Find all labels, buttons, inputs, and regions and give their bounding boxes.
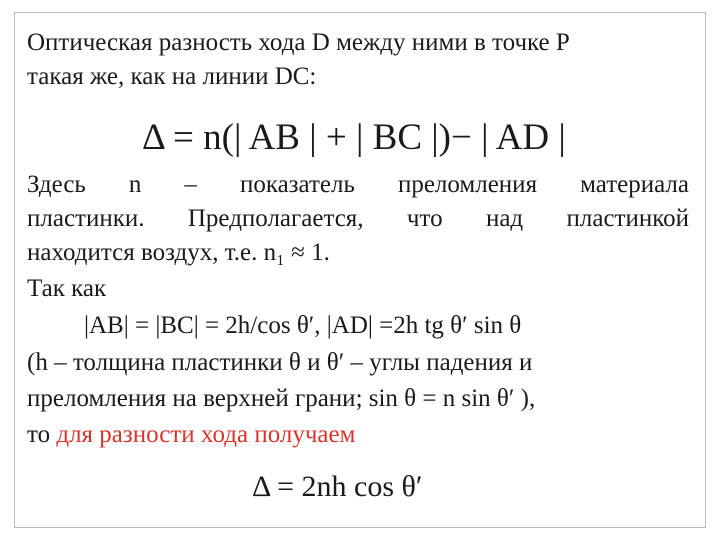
explanation-line-2: преломления на верхней грани; sin θ = n sin θ′ ), (27, 385, 536, 412)
path-difference-formula: Δ = n(| AB | + | BC |)− | AD | (142, 117, 566, 158)
geometry-relation: |AB| = |BC| = 2h/cos θ′, |AD| =2h tg θ′ sin θ (84, 312, 522, 339)
intro-line-2: такая же, как на линии DC: (27, 63, 317, 90)
highlighted-phrase: для разности хода получаем (56, 421, 356, 448)
explanation-line-1: (h – толщина пластинки θ и θ′ – углы падения и (27, 349, 533, 376)
explanation-prefix: то (27, 421, 57, 448)
explanation-line-3 (27, 418, 355, 452)
intro-line-1: Оптическая разность хода D между ними в точке P (27, 29, 570, 56)
tak-kak-label: Так как (27, 275, 107, 302)
result-formula: Δ = 2nh cos θ′ (252, 470, 423, 503)
para-line-1: Здесь n – показатель преломления материала (27, 171, 689, 198)
para-line-3: находится воздух, т.е. n₁ ≈ 1. (27, 239, 330, 266)
para-line-2: пластинки. Предполагается, что над пластинкой (27, 205, 689, 232)
